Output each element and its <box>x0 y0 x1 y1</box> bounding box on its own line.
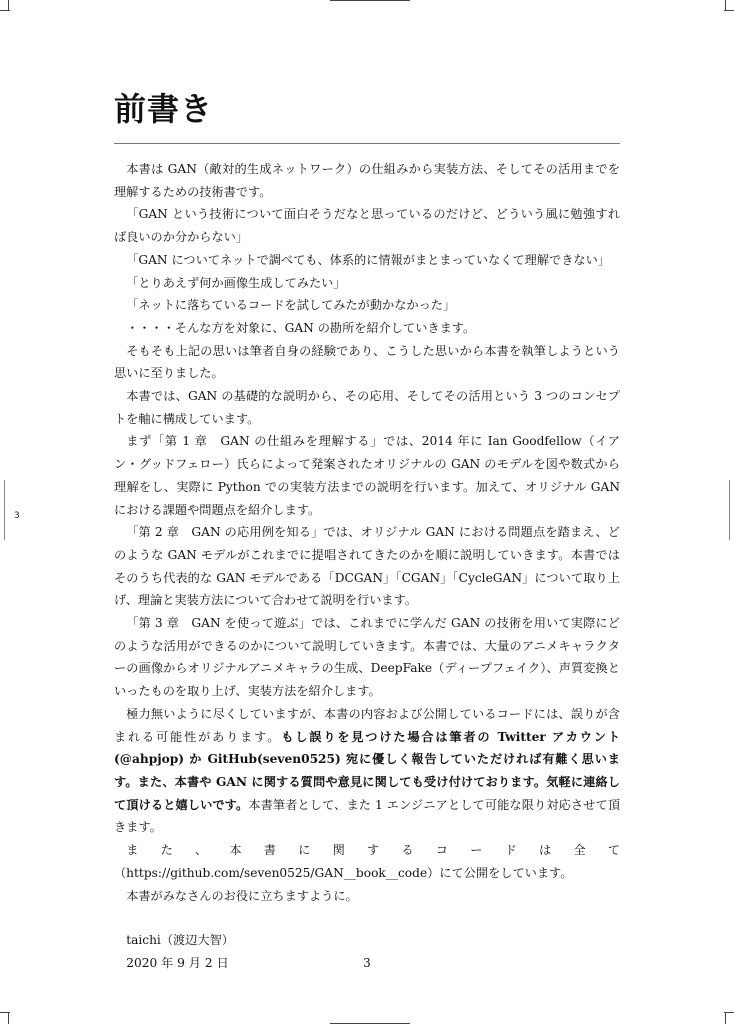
paragraph: 本書は GAN（敵対的生成ネットワーク）の仕組みから実装方法、そしてその活用までを理解するための技術書です。 <box>114 162 620 199</box>
page-title: 前書き <box>114 90 214 128</box>
author: taichi（渡辺大智） <box>126 933 234 948</box>
page-number: 3 <box>363 956 371 970</box>
paragraph: ・・・・そんな方を対象に、GAN の勘所を紹介していきます。 <box>126 320 476 335</box>
code-paragraph: また、本書に関するコードは全て（https://github.com/seven0525/GAN__book__code）にて公開をしています。 <box>114 843 620 880</box>
errata-bold: もし誤りを見つけた場合は筆者の Twitter アカウント (@ahpjop) か GitHub(seven0525) 宛に優しく報告していただければ有難く思います。また、本書や GAN に関する質問や意見に関しても受け付けております。気軽に連絡して頂けると嬉しいです。 <box>114 729 620 812</box>
errata-paragraph <box>114 703 620 839</box>
closing-line: 本書がみなさんのお役に立ちますように。 <box>126 888 358 903</box>
crop-mark <box>725 0 726 10</box>
paragraph: 「GAN という技術について面白そうだなと思っているのだけど、どういう風に勉強すれば良いのか分からない」 <box>114 207 620 245</box>
crop-mark <box>724 1012 734 1013</box>
errata-outro: 本書筆者として、また 1 エンジニアとして可能な限り対応させて頂きます。 <box>114 797 621 835</box>
paragraph: そもそも上記の思いは筆者自身の経験であり、こうした思いから本書を執筆しようという思いに至りました。 <box>114 343 620 381</box>
errata-intro: 極力無いように尽くしていますが、本書の内容および公開しているコードには、誤りが含まれる可能性があります。 <box>114 706 620 744</box>
crop-mark <box>725 1012 726 1024</box>
date: 2020 年 9 月 2 日 <box>126 955 229 970</box>
paragraph: 本書では、GAN の基礎的な説明から、その応用、そしてその活用という 3 つのコンセプトを軸に構成しています。 <box>114 389 620 426</box>
crop-mark <box>0 1012 10 1013</box>
paragraph: 「第 2 章 GAN の応用例を知る」では、オリジナル GAN における問題点を踏まえ、どのような GAN モデルがこれまでに提唱されてきたのかを順に説明していきます。本書ではそのうち代表的な GAN モデルである「DCGAN」「CGAN」「CycleGAN」について取り上げ、理論と実装方法について合わせて説明を行います。 <box>114 525 620 608</box>
paragraph: 「とりあえず何か画像生成してみたい」 <box>126 275 346 290</box>
side-page-number: 3 <box>14 511 20 521</box>
crop-mark <box>724 10 734 11</box>
paragraph: 「ネットに落ちているコードを試してみたが動かなかった」 <box>126 298 456 313</box>
body-text <box>114 158 620 975</box>
crop-mark <box>8 1012 9 1024</box>
center-mark <box>4 480 5 540</box>
center-mark <box>729 480 730 540</box>
crop-mark <box>0 10 10 11</box>
paragraph: 「第 3 章 GAN を使って遊ぶ」では、これまでに学んだ GAN の技術を用いて実際にどのような活用ができるのかについて説明していきます。本書では、大量のアニメキャラクターの画像からオリジナルアニメキャラの生成、DeepFake（ディープフェイク）、声質変換といったものを取り上げ、実装方法を紹介します。 <box>114 616 620 699</box>
crop-mark <box>8 0 9 10</box>
title-rule <box>114 143 620 144</box>
paragraph: まず「第 1 章 GAN の仕組みを理解する」では、2014 年に Ian Goodfellow（イアン・グッドフェロー）氏らによって発案されたオリジナルの GAN のモデルを図や数式から理解をし、実際に Python での実装方法までの説明を行います。加えて、オリジナル GAN における課題や問題点を紹介します。 <box>114 434 620 517</box>
paragraph: 「GAN についてネットで調べても、体系的に情報がまとまっていなくて理解できない」 <box>126 252 610 267</box>
crop-mark <box>330 0 410 1</box>
